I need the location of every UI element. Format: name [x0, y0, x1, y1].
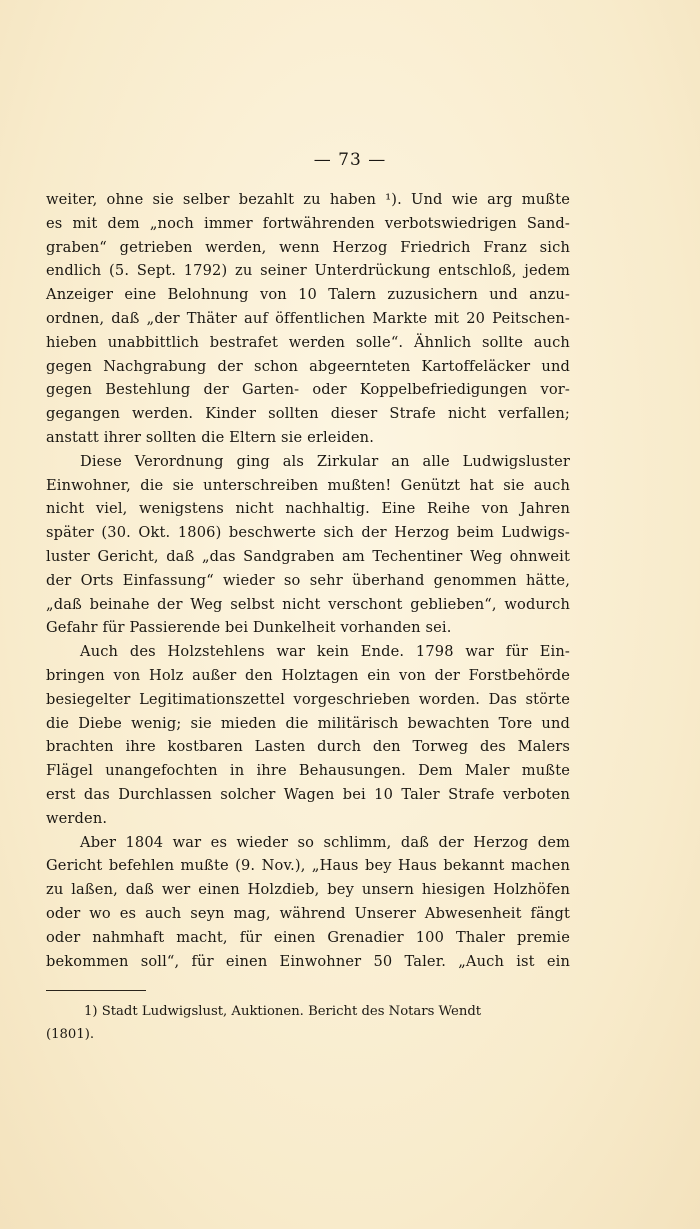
text-line: später (30. Okt. 1806) beschwerte sich der Herzog beim Ludwigs- [46, 524, 570, 542]
text-line: der Orts Einfassung“ wieder so sehr überhand genommen hätte, [46, 571, 570, 589]
text-line: anstatt ihrer sollten die Eltern sie erleiden. [46, 428, 375, 446]
footnote-line: 1) Stadt Ludwigslust, Auktionen. Bericht des Notars Wendt [84, 1004, 482, 1019]
text-line: Diese Verordnung ging als Zirkular an alle Ludwigsluster [80, 452, 570, 470]
text-line: luster Gericht, daß „das Sandgraben am Techentiner Weg ohnweit [46, 547, 570, 565]
text-line: Auch des Holzstehlens war kein Ende. 1798 war für Ein- [80, 643, 570, 661]
text-line: bekommen soll“, für einen Einwohner 50 Taler. „Auch ist ein [46, 952, 570, 970]
footnote [46, 1000, 570, 1046]
text-line: es mit dem „noch immer fortwährenden verbotswiedrigen Sand- [46, 214, 570, 232]
text-line: besiegelter Legitimationszettel vorgeschrieben worden. Das störte [46, 690, 570, 708]
text-line: graben“ getrieben werden, wenn Herzog Friedrich Franz sich [46, 238, 570, 256]
text-line: gegen Nachgrabung der schon abgeernteten Kartoffeläcker und [46, 357, 570, 375]
body-text [46, 188, 570, 973]
text-line: gegen Bestehlung der Garten- oder Koppelbefriedigungen vor- [46, 381, 570, 399]
text-line: Aber 1804 war es wieder so schlimm, daß der Herzog dem [80, 833, 570, 851]
text-line: Flägel unangefochten in ihre Behausungen. Dem Maler mußte [46, 762, 570, 780]
page-number: — 73 — [313, 150, 387, 170]
text-line: endlich (5. Sept. 1792) zu seiner Unterdrückung entschloß, jedem [46, 262, 570, 280]
text-line: werden. [46, 809, 108, 827]
text-line: brachten ihre kostbaren Lasten durch den Torweg des Malers [46, 738, 570, 756]
text-line: oder wo es auch seyn mag, während Unserer Abwesenheit fängt [46, 904, 570, 922]
text-line: oder nahmhaft macht, für einen Grenadier 100 Thaler premie [46, 928, 570, 946]
text-line: „daß beinahe der Weg selbst nicht verschont geblieben“, wodurch [46, 595, 570, 613]
text-line: nicht viel, wenigstens nicht nachhaltig. Eine Reihe von Jahren [46, 500, 570, 518]
text-line: bringen von Holz außer den Holztagen ein von der Forstbehörde [46, 666, 570, 684]
text-line: die Diebe wenig; sie mieden die militärisch bewachten Tore und [46, 714, 570, 732]
text-line: Gericht befehlen mußte (9. Nov.), „Haus bey Haus bekannt machen [46, 857, 570, 875]
text-line: ordnen, daß „der Thäter auf öffentlichen Markte mit 20 Peitschen- [46, 309, 570, 327]
text-line: zu laßen, daß wer einen Holzdieb, bey unsern hiesigen Holzhöfen [46, 881, 570, 899]
text-line: Gefahr für Passierende bei Dunkelheit vorhanden sei. [46, 619, 452, 637]
text-line: erst das Durchlassen solcher Wagen bei 10 Taler Strafe verboten [46, 785, 570, 803]
text-line: hieben unabbittlich bestrafet werden solle“. Ähnlich sollte auch [46, 333, 570, 351]
text-line: Anzeiger eine Belohnung von 10 Talern zuzusichern und anzu- [46, 286, 570, 304]
text-line: Einwohner, die sie unterschreiben mußten! Genützt hat sie auch [46, 476, 570, 494]
text-line: weiter, ohne sie selber bezahlt zu haben ¹). Und wie arg mußte [46, 191, 570, 208]
text-line: gegangen werden. Kinder sollten dieser Strafe nicht verfallen; [46, 405, 570, 423]
footnote-rule [46, 990, 146, 991]
footnote-line: (1801). [46, 1027, 95, 1042]
